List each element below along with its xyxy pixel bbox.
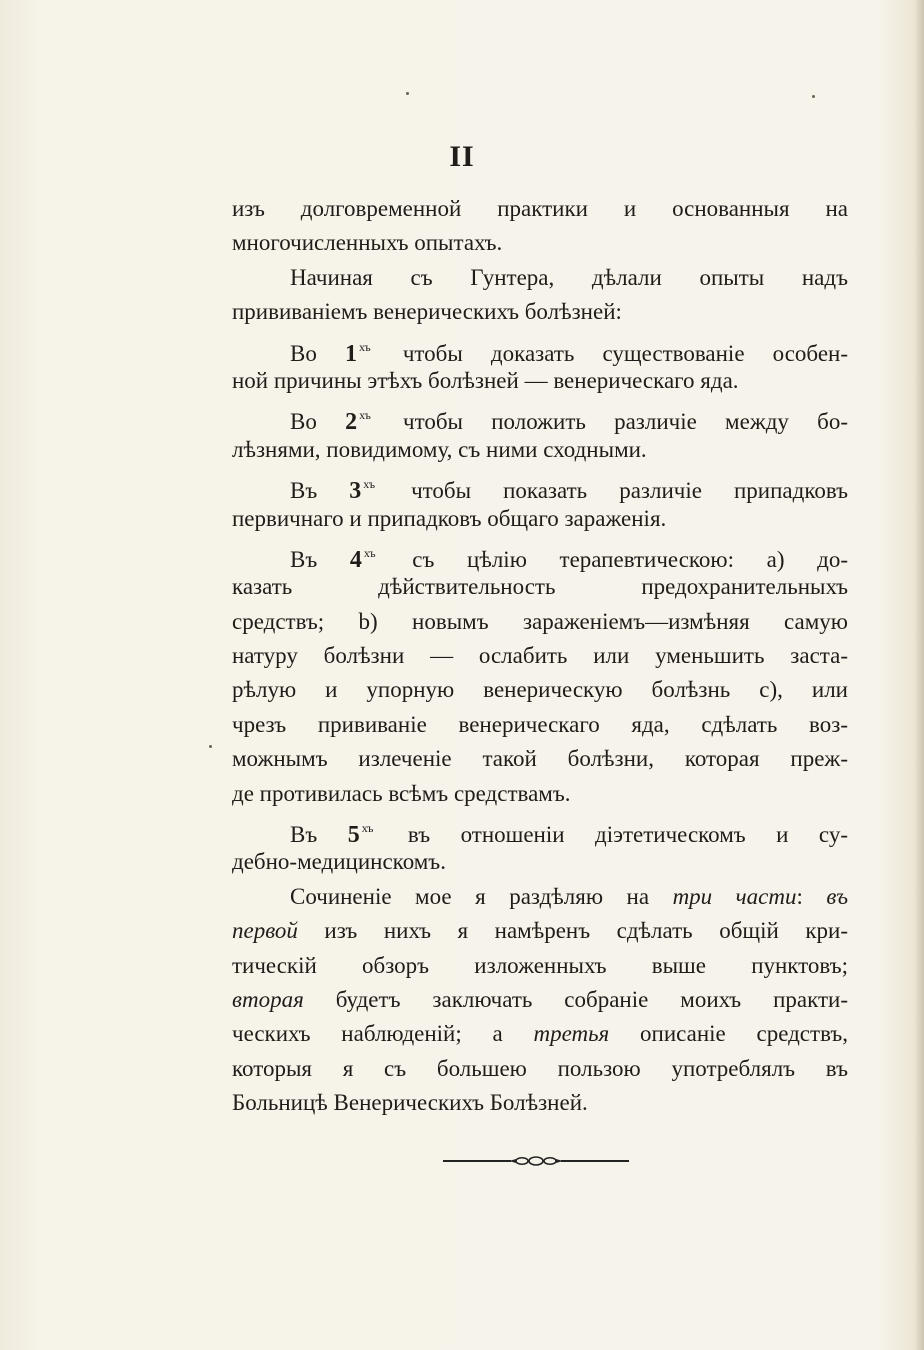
text-line: ной причины этѣхъ болѣзней — венерическаго яда. xyxy=(232,367,739,393)
text-line: изъ долговременной практики и основанныя на xyxy=(232,196,848,221)
text-line: Во 1 $^{хъ}$ чтобы доказать существованіе особен- xyxy=(290,339,849,367)
paper-speck xyxy=(406,92,409,95)
text-line: натуру болѣзни — ослабить или уменьшить заста- xyxy=(232,643,848,669)
ordinal-number: 2 xyxy=(345,409,358,436)
text-line: вторая будетъ заключать собраніе моихъ практи- xyxy=(232,986,848,1012)
text-line: которыя я съ большею пользою употреблялъ въ xyxy=(232,1055,848,1081)
text-line: многочисленныхъ опытахъ. xyxy=(232,230,503,256)
ordinal-suffix: хъ xyxy=(361,821,374,836)
ordinal-number: 1 xyxy=(344,340,357,367)
ordinal-number: 3 xyxy=(349,478,362,505)
ordinal-number: 5 xyxy=(347,822,360,849)
text-line: рѣлую и упорную венерическую болѣзнь c), или xyxy=(232,677,848,703)
ordinal-suffix: хъ xyxy=(359,408,371,423)
text-line: чрезъ прививаніе венерическаго яда, сдѣлать воз- xyxy=(232,711,848,737)
text-line: Начиная съ Гунтера, дѣлали опыты надъ xyxy=(290,264,848,290)
text-line: лѣзнями, повидимому, съ ними сходными. xyxy=(232,436,647,462)
text-line: первой изъ нихъ я намѣренъ сдѣлать общій кри- xyxy=(232,918,848,944)
ordinal-suffix: хъ xyxy=(363,545,376,560)
italic-emphasis: первой xyxy=(232,918,298,944)
text-line: можнымъ излеченіе такой болѣзни, которая преж- xyxy=(232,746,848,772)
text-line: Сочиненіе мое я раздѣляю на три части: въ xyxy=(290,883,849,909)
decorative-tailpiece-ornament xyxy=(443,1153,629,1169)
text-line: Во 2 $^{хъ}$ чтобы положить различіе между бо- xyxy=(290,408,848,436)
ordinal-suffix: хъ xyxy=(358,339,371,354)
paper-speck xyxy=(209,745,212,748)
text-line: тическій обзоръ изложенныхъ выше пунктовъ; xyxy=(232,952,848,978)
body-text xyxy=(232,192,848,1121)
page-number: II xyxy=(449,140,475,173)
ordinal-suffix: хъ xyxy=(363,477,376,492)
italic-emphasis: три части xyxy=(672,883,797,909)
text-line: Въ 4 $^{хъ}$ съ цѣлію терапевтическою: a) до- xyxy=(290,545,848,573)
paper-speck xyxy=(812,95,815,98)
italic-emphasis: вторая xyxy=(232,986,304,1012)
text-line: Больницѣ Венерическихъ Болѣзней. xyxy=(232,1090,588,1116)
text-line: прививаніемъ венерическихъ болѣзней: xyxy=(232,299,622,325)
text-line: Въ 5 $^{хъ}$ въ отношеніи діэтетическомъ и су- xyxy=(290,821,848,849)
ordinal-number: 4 xyxy=(349,546,362,573)
text-line: Въ 3 $^{хъ}$ чтобы показать различіе припадковъ xyxy=(290,477,849,505)
text-line: казать дѣйствительность предохранительныхъ xyxy=(232,574,848,600)
text-line: средствъ; b) новымъ зараженіемъ—измѣняя самую xyxy=(232,608,848,634)
text-line: ческихъ наблюденій; а третья описаніе средствъ, xyxy=(232,1021,848,1047)
italic-emphasis: третья xyxy=(533,1021,610,1047)
text-line: де противилась всѣмъ средствамъ. xyxy=(232,780,571,806)
text-line: первичнаго и припадковъ общаго зараженія. xyxy=(232,505,667,531)
text-line: дебно-медицинскомъ. xyxy=(232,849,446,875)
page-edge-shadow xyxy=(914,0,924,1350)
italic-emphasis: въ xyxy=(826,883,849,909)
